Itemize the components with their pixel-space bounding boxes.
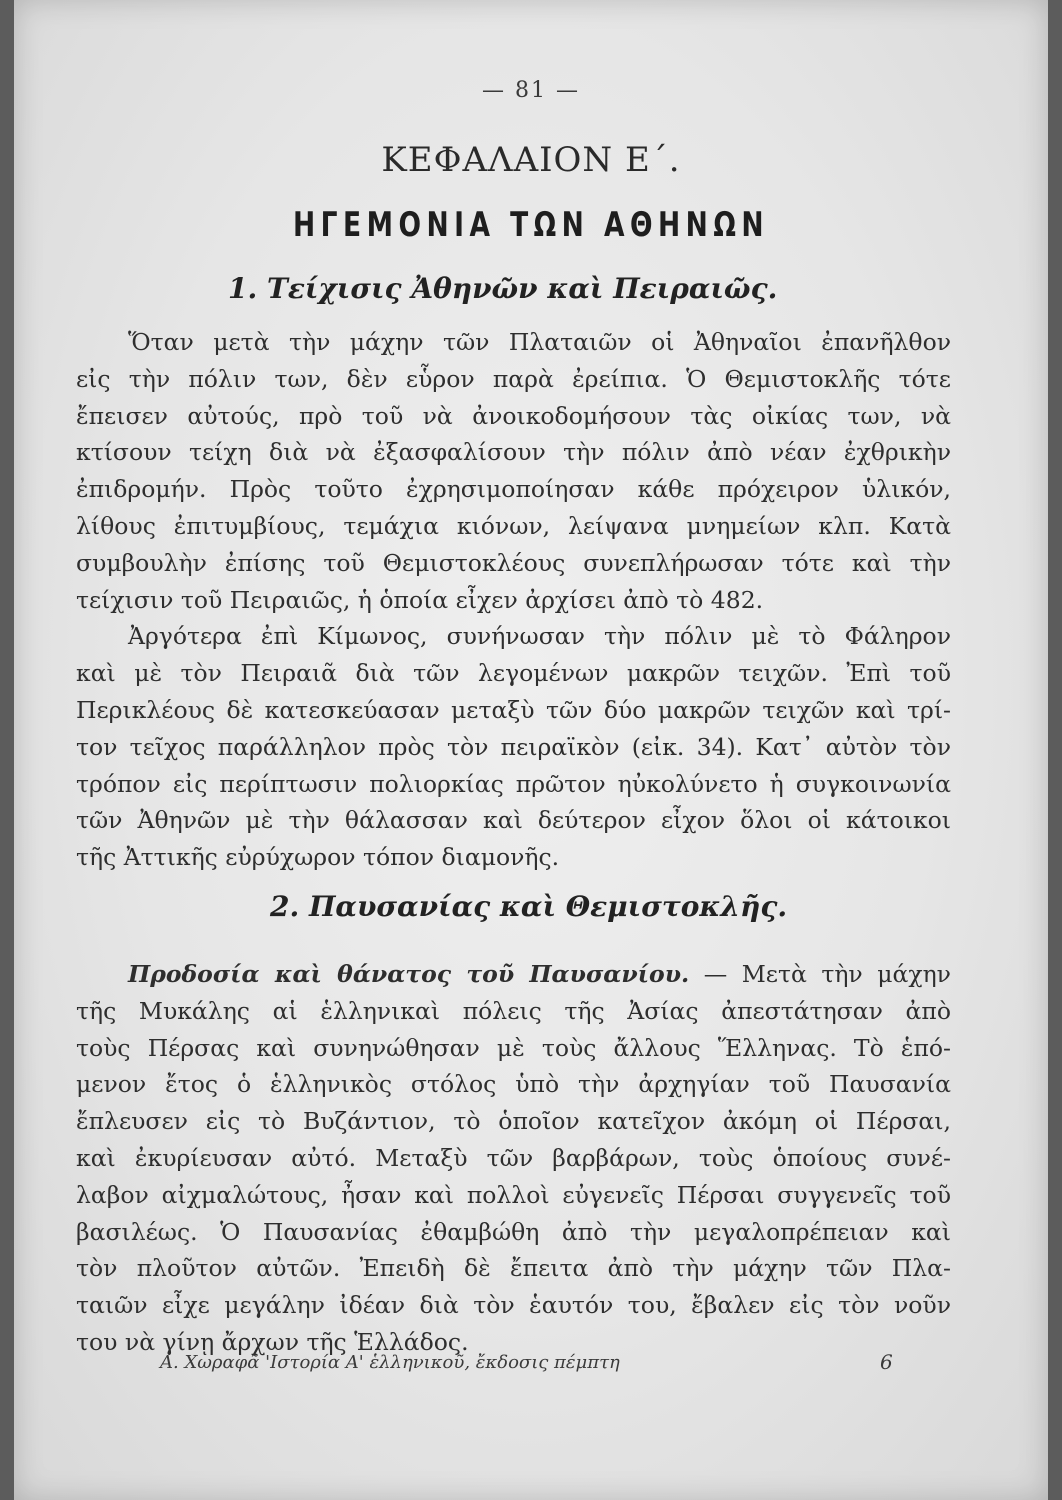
- paragraph-lead: Προδοσία καὶ θάνατος τοῦ Παυσανίου.: [128, 960, 690, 988]
- text-line: κτίσουν τείχη διὰ νὰ ἐξασφαλίσουν τὴν πόλιν ἀπὸ νέαν ἐχθρικὴν: [76, 438, 951, 467]
- text-line: εἰς τὴν πόλιν των, δὲν εὗρον παρὰ ἐρείπια. Ὁ Θεμιστοκλῆς τότε: [76, 364, 951, 393]
- text-line: μενον ἔτος ὁ ἑλληνικὸς στόλος ὑπὸ τὴν ἀρχηγίαν τοῦ Παυσανία: [76, 1070, 951, 1099]
- text-line: ἔπεισεν αὐτούς, πρὸ τοῦ νὰ ἀνοικοδομήσουν τὰς οἰκίας των, νὰ: [76, 401, 951, 430]
- section-1-heading: 1. Τείχισις Ἀθηνῶν καὶ Πειραιῶς.: [228, 272, 778, 305]
- text-line: λαβον αἰχμαλώτους, ἦσαν καὶ πολλοὶ εὐγενεῖς Πέρσαι συγγενεῖς τοῦ: [76, 1180, 951, 1209]
- text-line: Ὅταν μετὰ τὴν μάχην τῶν Πλαταιῶν οἱ Ἀθηναῖοι ἐπανῆλθον: [128, 328, 951, 356]
- text-line: συμβουλὴν ἐπίσης τοῦ Θεμιστοκλέους συνεπλήρωσαν τότε καὶ τὴν: [76, 548, 951, 577]
- text-line: ταιῶν εἶχε μεγάλην ἰδέαν διὰ τὸν ἑαυτόν του, ἔβαλεν εἰς τὸν νοῦν: [76, 1291, 951, 1320]
- chapter-label: ΚΕΦΑΛΑΙΟΝ Ε΄.: [381, 140, 681, 180]
- section-1-body: [76, 324, 951, 876]
- signature-mark: 6: [880, 1350, 893, 1374]
- text-line: τον τεῖχος παράλληλον πρὸς τὸν πειραϊκὸν (εἰκ. 34). Κατ᾽ αὐτὸν τὸν: [76, 732, 951, 761]
- text-line: τὸν πλοῦτον αὐτῶν. Ἐπειδὴ δὲ ἔπειτα ἀπὸ τὴν μάχην τῶν Πλα-: [76, 1254, 951, 1283]
- text-line-rest: — Μετὰ τὴν μάχην: [703, 960, 951, 988]
- text-line: λίθους ἐπιτυμβίους, τεμάχια κιόνων, λείψανα μνημείων κλπ. Κατὰ: [76, 511, 951, 540]
- text-line: [76, 956, 951, 993]
- text-line: Ἀργότερα ἐπὶ Κίμωνος, συνήνωσαν τὴν πόλιν μὲ τὸ Φάληρον: [128, 622, 951, 651]
- section-2-heading: 2. Παυσανίας καὶ Θεμιστοκλῆς.: [270, 890, 788, 923]
- text-line: ἐπιδρομήν. Πρὸς τοῦτο ἐχρησιμοποίησαν κάθε πρόχειρον ὑλικόν,: [76, 475, 951, 504]
- section-2-body: [76, 956, 951, 1361]
- book-page: [14, 0, 1048, 1500]
- chapter-title: ΗΓΕΜΟΝΙΑ ΤΩΝ ΑΘΗΝΩΝ: [293, 205, 769, 245]
- text-line: τείχισιν τοῦ Πειραιῶς, ἡ ὁποία εἶχεν ἀρχίσει ἀπὸ τὸ 482.: [76, 585, 764, 614]
- text-line: Περικλέους δὲ κατεσκεύασαν μεταξὺ τῶν δύο μακρῶν τειχῶν καὶ τρί-: [76, 695, 951, 724]
- text-line: καὶ ἐκυρίευσαν αὐτό. Μεταξὺ τῶν βαρβάρων, τοὺς ὁποίους συνέ-: [76, 1143, 951, 1172]
- text-line: ἔπλευσεν εἰς τὸ Βυζάντιον, τὸ ὁποῖον κατεῖχον ἀκόμη οἱ Πέρσαι,: [76, 1107, 951, 1136]
- text-line: καὶ μὲ τὸν Πειραιᾶ διὰ τῶν λεγομένων μακρῶν τειχῶν. Ἐπὶ τοῦ: [76, 659, 951, 688]
- text-line: τῶν Ἀθηνῶν μὲ τὴν θάλασσαν καὶ δεύτερον εἶχον ὅλοι οἱ κάτοικοι: [76, 806, 951, 835]
- text-line: τῆς Ἀττικῆς εὐρύχωρον τόπον διαμονῆς.: [76, 843, 560, 872]
- page-number: — 81 —: [482, 78, 580, 103]
- text-line: του νὰ γίνῃ ἄρχων τῆς Ἑλλάδος.: [76, 1327, 469, 1356]
- page-footer: Α. Χωραφᾶ 'Ιστορία Α' ἑλληνικοῦ, ἔκδοσις πέμπτη: [160, 1352, 620, 1373]
- text-line: τῆς Μυκάλης αἱ ἑλληνικαὶ πόλεις τῆς Ἀσίας ἀπεστάτησαν ἀπὸ: [76, 996, 951, 1025]
- text-line: τρόπον εἰς περίπτωσιν πολιορκίας πρῶτον ηὐκολύνετο ἡ συγκοινωνία: [76, 769, 951, 798]
- text-line: τοὺς Πέρσας καὶ συνηνώθησαν μὲ τοὺς ἄλλους Ἕλληνας. Τὸ ἑπό-: [76, 1033, 951, 1062]
- text-line: βασιλέως. Ὁ Παυσανίας ἐθαμβώθη ἀπὸ τὴν μεγαλοπρέπειαν καὶ: [76, 1217, 951, 1246]
